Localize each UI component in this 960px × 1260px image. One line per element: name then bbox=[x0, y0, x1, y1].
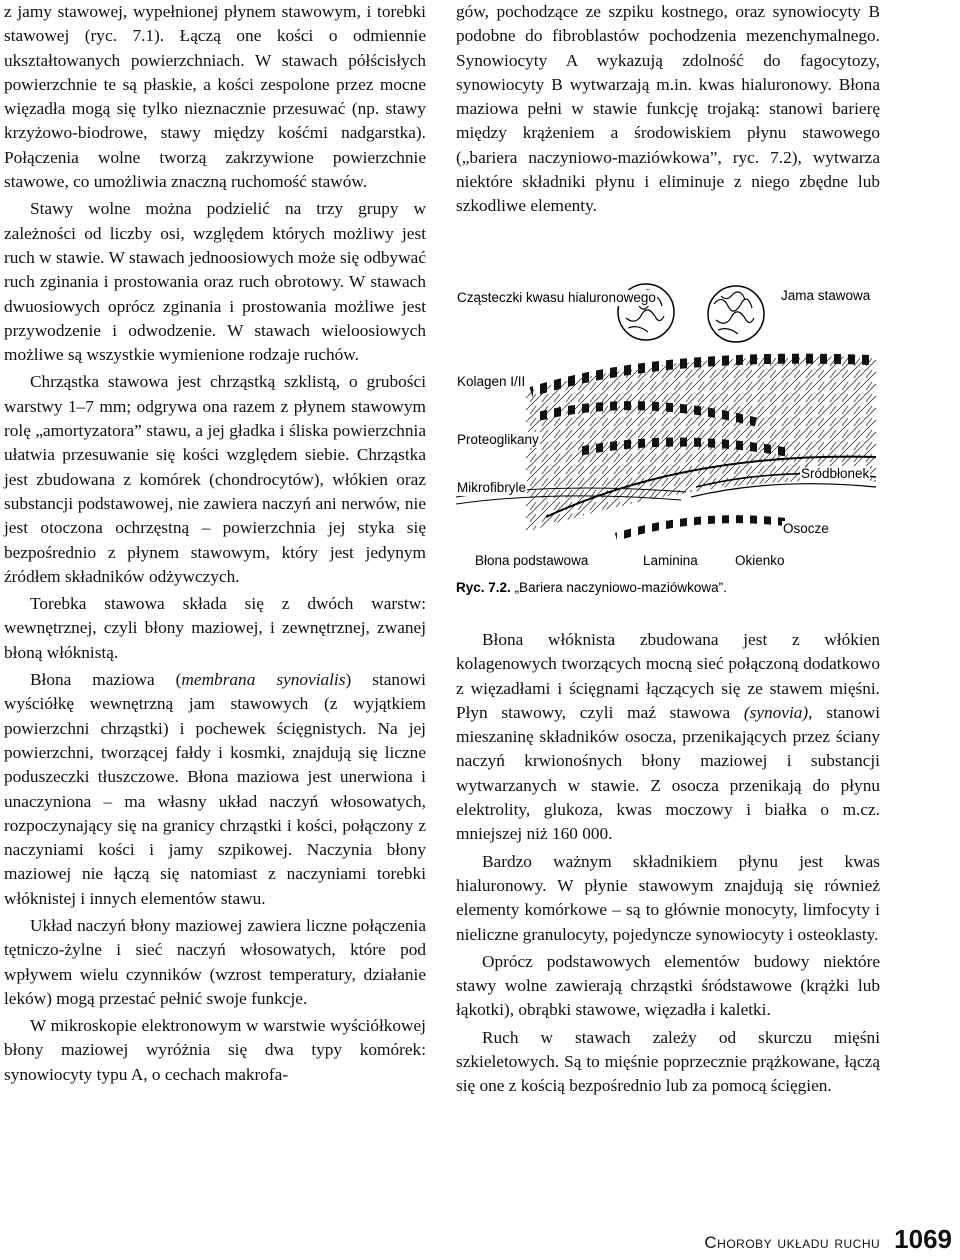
page-number: 1069 bbox=[894, 1224, 952, 1254]
paragraph: z jamy stawowej, wypełnionej płynem stawowym, i torebki stawowej (ryc. 7.1). Łączą one kości o odmiennie ukształtowanych powierzchniach. W stawach półścisłych powierzchnie te są płaskie, a kości zespolone przez mocne więzadła mogą się tylko nieznacznie przesuwać (np. stawy krzyżowo-biodrowe, stawy między kośćmi nadgarstka). Połączenia wolne tworzą zakrzywione powierzchnie stawowe, co umożliwia znaczną ruchomość stawów. bbox=[4, 2, 426, 192]
text-run: Błona maziowa ( bbox=[30, 670, 182, 690]
text-run: ) stanowi wyściółkę wewnętrzną jam stawowych (z wyjątkiem powierzchni chrząstki) i pochewek ścięgnistych. Na jej powierzchni, tworzącej fałdy i kosmki, znajdują się liczne poduszeczki tłuszczowe. Błona maziowa jest unerwiona i unaczyniona – ma własny układ naczyń włosowatych, rozpoczynający się na granicy chrząstki i kości, połączony z naczyniami kości i jamy szpikowej. Naczynia błony maziowej nie łączą się natomiast z naczyniami torebki włóknistej i innych elementów stawu. bbox=[4, 670, 426, 908]
paragraph: W mikroskopie elektronowym w warstwie wyściółkowej błony maziowej wyróżnia się dwa typy komórek: synowiocyty typu A, o cechach makrofa- bbox=[4, 1016, 426, 1084]
latin-term: membrana synovialis bbox=[181, 670, 346, 690]
paragraph: gów, pochodzące ze szpiku kostnego, oraz synowiocyty B podobne do fibroblastów pochodzenia mezenchymalnego. Synowiocyty A wykazują zdolność do fagocytozy, synowiocyty B wytwarzają m.in. kwas hialuronowy. Błona maziowa pełni w stawie funkcję trojaką: stanowi barierę między krążeniem a środowiskiem płynu stawowego („bariera naczyniowo-maziówkowa”, ryc. 7.2), wytwarza niektóre składniki płynu i eliminuje z niego zbędne lub szkodliwe elementy. bbox=[456, 2, 880, 216]
paragraph: Oprócz podstawowych elementów budowy niektóre stawy wolne zawierają chrząstki śródstawowe (krążki lub łąkotki), obrąbki stawowe, więzadła i kaletki. bbox=[456, 951, 880, 1020]
paragraph: Bardzo ważnym składnikiem płynu jest kwas hialuronowy. W płynie stawowym znajdują się również elementy komórkowe – są to głównie monocyty, limfocyty i nieliczne granulocyty, pojedyncze synowiocyty i osteoklasty. bbox=[456, 851, 880, 944]
right-column-lower bbox=[456, 628, 880, 1099]
label-laminin: Laminina bbox=[643, 553, 698, 568]
label-proteoglycans: Proteoglikany bbox=[457, 432, 539, 447]
label-window: Okienko bbox=[735, 553, 785, 568]
paragraph: Chrząstka stawowa jest chrząstką szklistą, o grubości warstwy 1–7 mm; odgrywa ona razem z płynem stawowym rolę „amortyzatora” stawu, a jej gładka i śliska powierzchnia ułatwia przesuwanie się kości względem siebie. Chrząstka jest zbudowana z komórek (chondrocytów), włókien oraz substancji podstawowej, nie zawiera naczyń ani nerwów, nie jest otoczona ochrzęstną – powierzchnia jej styka się bezpośrednio z płynem stawowym, który jest jedynym źródłem składników odżywczych. bbox=[4, 372, 426, 586]
label-basement-membrane: Błona podstawowa bbox=[475, 553, 589, 568]
label-plasma: Osocze bbox=[783, 521, 829, 536]
label-endothelium: Śródbłonek bbox=[801, 466, 870, 481]
paragraph: Ruch w stawach zależy od skurczu mięśni szkieletowych. Są to mięśnie poprzecznie prążkowane, łączą się one z kością bezpośrednio lub za pomocą ścięgien. bbox=[456, 1027, 880, 1096]
figure-synovial-barrier bbox=[456, 282, 886, 602]
page-footer bbox=[704, 1224, 952, 1255]
right-column bbox=[456, 0, 880, 219]
hyaluronic-molecule-2 bbox=[708, 286, 764, 342]
text-run: stanowi mieszaninę składników osocza, przenikających przez ściany naczyń krwionośnych błony maziowej i substancji wytwarzanych w stawie. Z osocza przenikają do płynu elektrolity, glukoza, kwas moczowy i białka o m.cz. mniejszej niż 160 000. bbox=[456, 702, 880, 844]
label-microfibrils: Mikrofibryle bbox=[457, 480, 527, 495]
paragraph: Stawy wolne można podzielić na trzy grupy w zależności od liczby osi, względem których możliwy jest ruch w stawie. W stawach jednoosiowych może się odbywać ruch zginania i prostowania oraz ruch obrotowy. W stawach dwuosiowych oprócz zginania i prostowania możliwe jest przywodzenie i odwodzenie. W stawach wieloosiowych możliwe są wszystkie wymienione rodzaje ruchów. bbox=[4, 199, 426, 365]
collagen-fiber bbox=[616, 519, 786, 537]
label-hyaluronic: Cząsteczki kwasu hialuronowego bbox=[457, 290, 656, 305]
label-joint-cavity: Jama stawowa bbox=[781, 288, 871, 303]
paragraph bbox=[4, 668, 426, 911]
label-collagen: Kolagen I/II bbox=[457, 374, 526, 389]
paragraph bbox=[456, 628, 880, 847]
figure-caption bbox=[456, 580, 727, 595]
paragraph: Torebka stawowa składa się z dwóch warstw: wewnętrznej, czyli błony maziowej, i zewnętrznej, zwanej błoną włóknistą. bbox=[4, 594, 426, 662]
caption-label: Ryc. 7.2. bbox=[456, 580, 511, 595]
caption-text: „Bariera naczyniowo-maziówkowa”. bbox=[514, 580, 727, 595]
running-title: Choroby układu ruchu bbox=[704, 1233, 881, 1252]
latin-term: (synovia), bbox=[743, 702, 813, 722]
left-column bbox=[4, 0, 426, 1087]
paragraph: Układ naczyń błony maziowej zawiera liczne połączenia tętniczo-żylne i sieć naczyń włosowatych, które pod wpływem wielu czynników (wzrost temperatury, działanie leków) mogą przestać pełnić swoje funkcje. bbox=[4, 915, 426, 1008]
text-run: Błona włóknista zbudowana jest z włókien kolagenowych tworzących mocną sieć połączoną dodatkowo z więzadłami i ścięgnami łączących się ze stawem mięśni. Płyn stawowy, czyli maź stawowa bbox=[456, 630, 880, 722]
